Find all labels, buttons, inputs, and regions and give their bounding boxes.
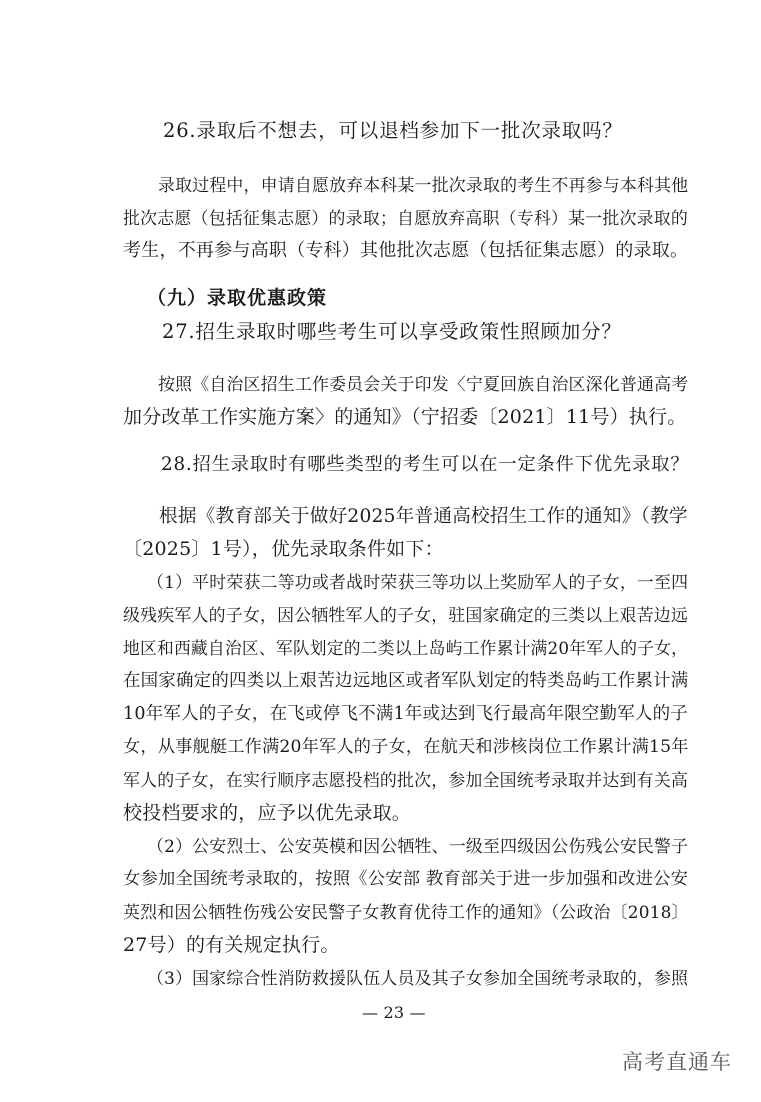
item-1-line-1: （1）平时荣获二等功或者战时荣获三等功以上奖励军人的子女，一至四 xyxy=(147,572,689,592)
item-1-line-4: 在国家确定的四类以上艰苦边远地区或者军队划定的特类岛屿工作累计满 xyxy=(123,671,689,691)
item-2-line-4: 27号）的有关规定执行。 xyxy=(123,934,340,956)
question-26-line-1: 录取过程中，申请自愿放弃本科某一批次录取的考生不再参与本科其他 xyxy=(158,175,689,195)
item-1-line-6: 女，从事舰艇工作满20年军人的子女，在航天和涉核岗位工作累计满15年 xyxy=(123,737,689,757)
item-1-line-2: 级残疾军人的子女，因公牺牲军人的子女，驻国家确定的三类以上艰苦边远 xyxy=(123,605,689,625)
question-27-title: 27.招生录取时哪些考生可以享受政策性照顾加分？ xyxy=(162,320,622,343)
question-26-line-2: 批次志愿（包括征集志愿）的录取；自愿放弃高职（专科）某一批次录取的 xyxy=(123,208,689,228)
question-26-title: 26.录取后不想去，可以退档参加下一批次录取吗？ xyxy=(163,119,623,142)
item-2-line-2: 女参加全国统考录取的，按照《公安部 教育部关于进一步加强和改进公安 xyxy=(123,869,689,889)
question-28-intro-line-2: 〔2025〕1号），优先录取条件如下： xyxy=(123,538,444,560)
question-27-line-2: 加分改革工作实施方案〉的通知》（宁招委〔2021〕11号）执行。 xyxy=(123,406,687,428)
item-2-line-1: （2）公安烈士、公安英模和因公牺牲、一级至四级因公伤残公安民警子 xyxy=(147,836,689,856)
page-number: — 23 — xyxy=(362,1003,426,1022)
question-28-intro-line-1: 根据《教育部关于做好2025年普通高校招生工作的通知》（教学 xyxy=(159,506,688,527)
question-26-line-3: 考生，不再参与高职（专科）其他批次志愿（包括征集志愿）的录取。 xyxy=(123,240,689,261)
section-9-title: （九）录取优惠政策 xyxy=(147,287,328,309)
item-1-line-8: 校投档要求的，应予以优先录取。 xyxy=(123,802,412,824)
question-27-line-1: 按照《自治区招生工作委员会关于印发〈宁夏回族自治区深化普通高考 xyxy=(158,374,689,394)
item-1-line-3: 地区和西藏自治区、军队划定的二类以上岛屿工作累计满20年军人的子女， xyxy=(123,638,689,658)
item-3-line-1: （3）国家综合性消防救援队伍人员及其子女参加全国统考录取的，参照 xyxy=(147,968,689,988)
item-2-line-3: 英烈和因公牺牲伤残公安民警子女教育优待工作的通知》（公政治〔2018〕 xyxy=(123,902,689,922)
watermark: 高考直通车 xyxy=(622,1050,732,1074)
item-1-line-5: 10年军人的子女，在飞或停飞不满1年或达到飞行最高年限空勤军人的子 xyxy=(123,704,688,724)
question-28-title: 28.招生录取时有哪些类型的考生可以在一定条件下优先录取？ xyxy=(161,454,690,475)
item-1-line-7: 军人的子女，在实行顺序志愿投档的批次，参加全国统考录取并达到有关高 xyxy=(123,770,689,790)
